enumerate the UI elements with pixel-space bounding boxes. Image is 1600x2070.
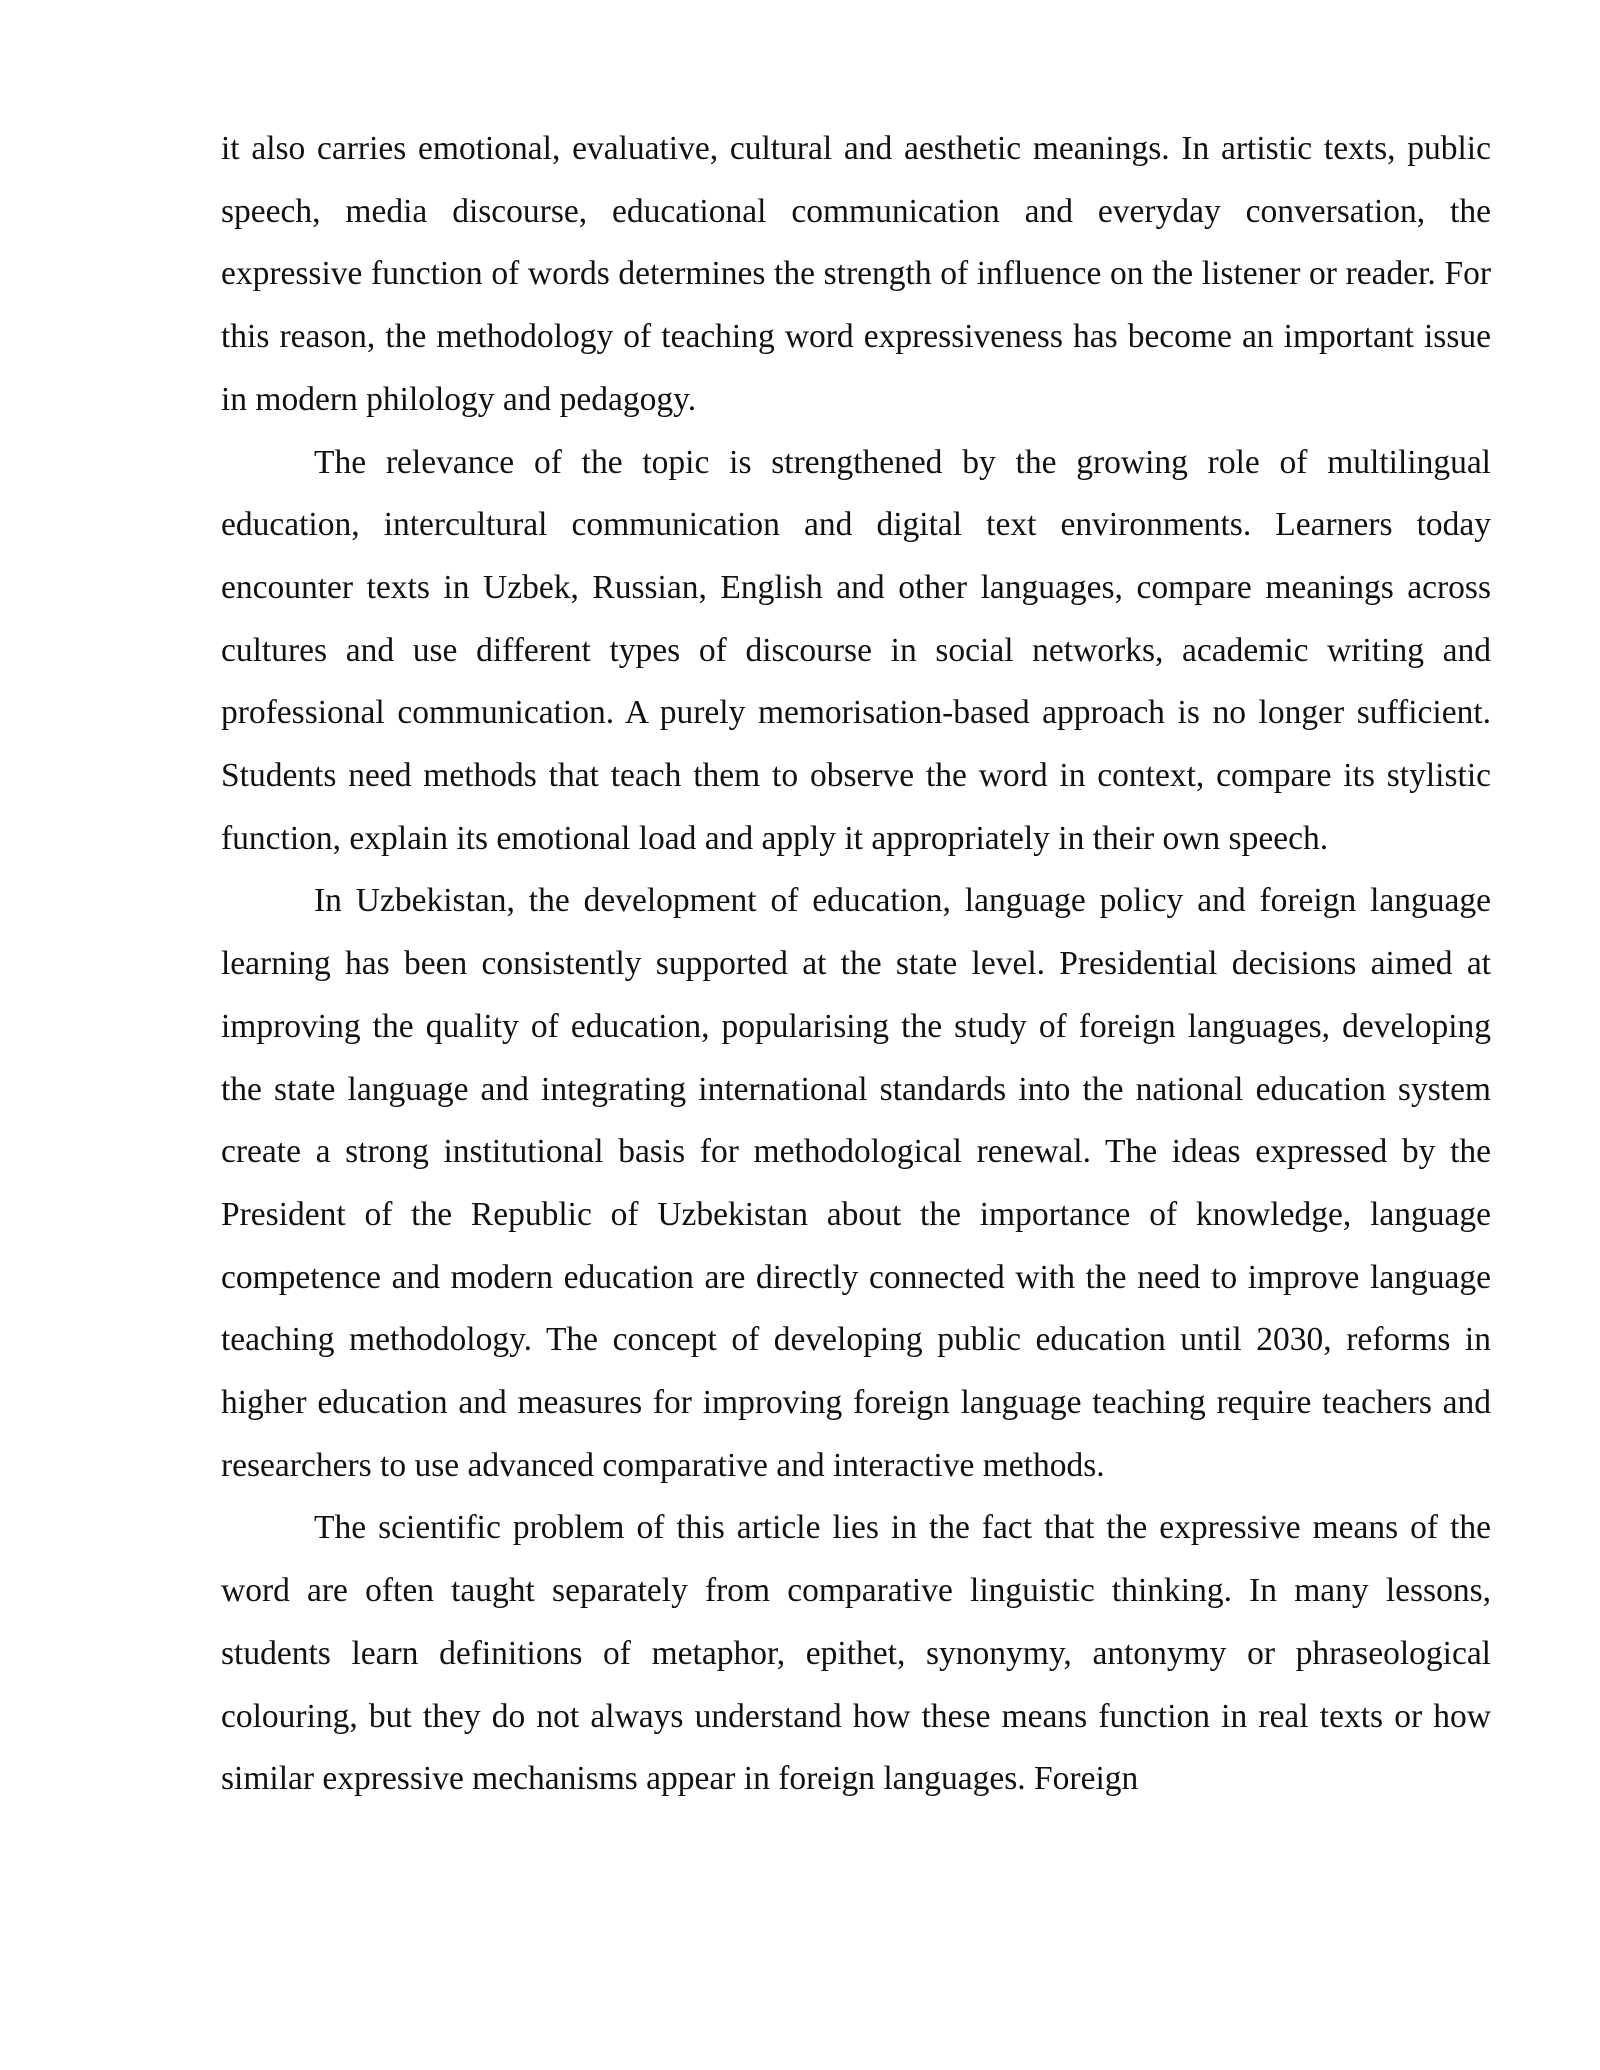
paragraph-scientific-problem: The scientific problem of this article lies in the fact that the expressive means of the word are often taught separately from comparative linguistic thinking. In many lessons, students learn definitions of metaphor, epithet, synonymy, antonymy or phraseological colouring, but they do not always understand how these means function in real texts or how similar expressive mechanisms appear in foreign languages. Foreign <box>221 1509 1491 1798</box>
paragraph-continuation: it also carries emotional, evaluative, cultural and aesthetic meanings. In artistic texts, public speech, media discourse, educational communication and everyday conversation, the expressive function of words determines the strength of influence on the listener or reader. For this reason, the methodology of teaching word expressiveness has become an important issue in modern philology and pedagogy. <box>221 130 1491 418</box>
document-body <box>221 118 1491 1811</box>
paragraph-relevance: The relevance of the topic is strengthened by the growing role of multilingual education, intercultural communication and digital text environments. Learners today encounter texts in Uzbek, Russian, English and other languages, compare meanings across cultures and use different types of discourse in social networks, academic writing and professional communication. A purely memorisation-based approach is no longer sufficient. Students need methods that teach them to observe the word in context, compare its stylistic function, explain its emotional load and apply it appropriately in their own speech. <box>221 443 1491 857</box>
paragraph-state-support: In Uzbekistan, the development of education, language policy and foreign language learning has been consistently supported at the state level. Presidential decisions aimed at improving the quality of education, popularising the study of foreign languages, developing the state language and integrating international standards into the national education system create a strong institutional basis for methodological renewal. The ideas expressed by the President of the Republic of Uzbekistan about the importance of knowledge, language competence and modern education are directly connected with the need to improve language teaching methodology. The concept of developing public education until 2030, reforms in higher education and measures for improving foreign language teaching require teachers and researchers to use advanced comparative and interactive methods. <box>221 882 1491 1484</box>
